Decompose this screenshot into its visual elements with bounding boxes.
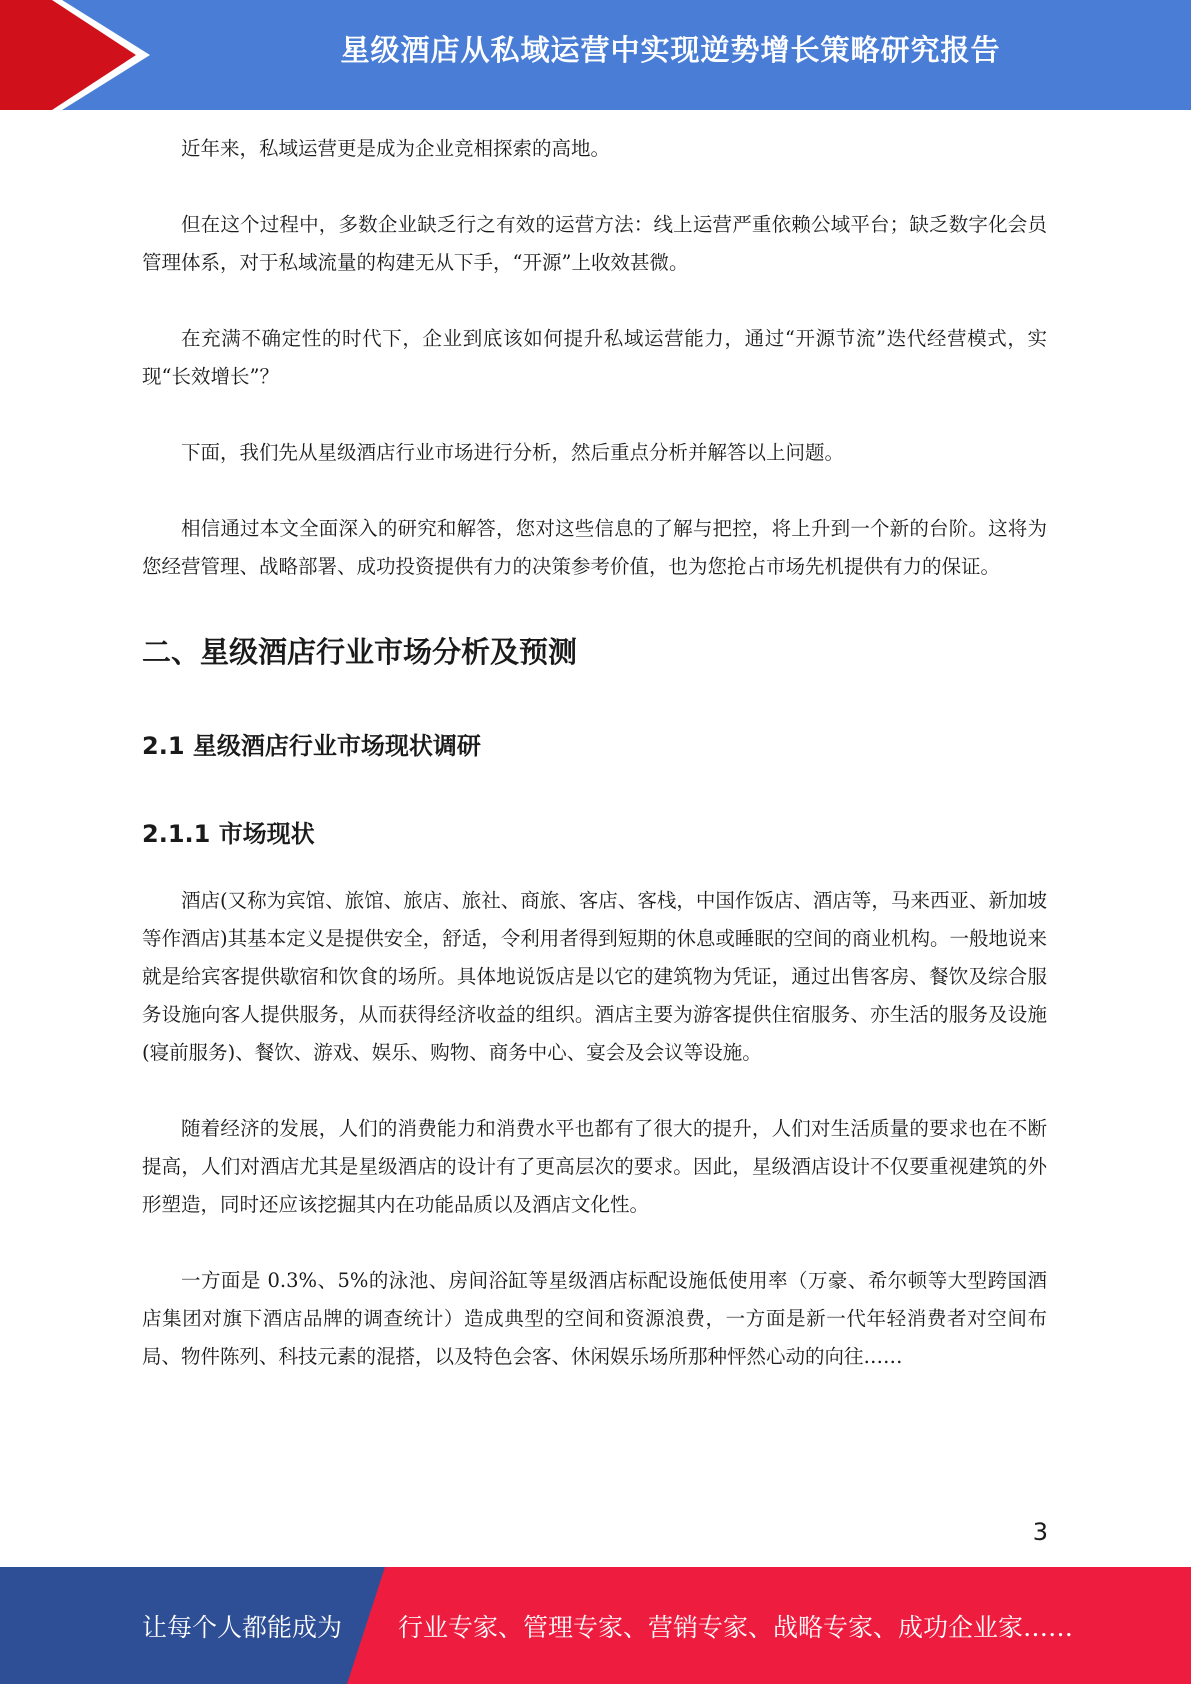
page-content	[142, 130, 1047, 1414]
body-paragraph: 酒店(又称为宾馆、旅馆、旅店、旅社、商旅、客店、客栈，中国作饭店、酒店等，马来西亚、新加坡等作酒店)其基本定义是提供安全，舒适，令利用者得到短期的休息或睡眠的空间的商业机构。一般地说来就是给宾客提供歇宿和饮食的场所。具体地说饭店是以它的建筑物为凭证，通过出售客房、餐饮及综合服务设施向客人提供服务，从而获得经济收益的组织。酒店主要为游客提供住宿服务、亦生活的服务及设施(寝前服务)、餐饮、游戏、娱乐、购物、商务中心、宴会及会议等设施。	[142, 889, 1047, 1064]
body-paragraph: 一方面是 0.3%、5%的泳池、房间浴缸等星级酒店标配设施低使用率（万豪、希尔顿等大型跨国酒店集团对旗下酒店品牌的调查统计）造成典型的空间和资源浪费，一方面是新一代年轻消费者对空间布局、物件陈列、科技元素的混搭，以及特色会客、休闲娱乐场所那种怦然心动的向往……	[142, 1269, 1047, 1368]
intro-paragraph: 在充满不确定性的时代下，企业到底该如何提升私域运营能力，通过“开源节流”迭代经营模式，实现“长效增长”？	[142, 327, 1047, 388]
footer-slogan-right: 行业专家、管理专家、营销专家、战略专家、成功企业家……	[398, 1613, 1074, 1642]
subsubsection-heading: 2.1.1 市场现状	[142, 820, 315, 848]
intro-paragraph: 相信通过本文全面深入的研究和解答，您对这些信息的了解与把控，将上升到一个新的台阶。这将为您经营管理、战略部署、成功投资提供有力的决策参考价值，也为您抢占市场先机提供有力的保证。	[142, 517, 1047, 578]
report-title: 星级酒店从私域运营中实现逆势增长策略研究报告	[340, 33, 1001, 67]
footer-slogan-left: 让每个人都能成为	[142, 1613, 343, 1642]
subsection-heading: 2.1 星级酒店行业市场现状调研	[142, 732, 481, 760]
page-number: 3	[1032, 1518, 1048, 1546]
section-heading: 二、星级酒店行业市场分析及预测	[142, 635, 578, 669]
intro-paragraph: 但在这个过程中，多数企业缺乏行之有效的运营方法：线上运营严重依赖公域平台；缺乏数字化会员管理体系，对于私域流量的构建无从下手，“开源”上收效甚微。	[142, 213, 1047, 274]
intro-paragraph: 下面，我们先从星级酒店行业市场进行分析，然后重点分析并解答以上问题。	[181, 441, 845, 464]
intro-paragraph: 近年来，私域运营更是成为企业竞相探索的高地。	[181, 137, 611, 160]
body-paragraph: 随着经济的发展，人们的消费能力和消费水平也都有了很大的提升，人们对生活质量的要求也在不断提高，人们对酒店尤其是星级酒店的设计有了更高层次的要求。因此，星级酒店设计不仅要重视建筑的外形塑造，同时还应该挖掘其内在功能品质以及酒店文化性。	[142, 1117, 1047, 1216]
header-arrow-icon	[0, 0, 160, 110]
